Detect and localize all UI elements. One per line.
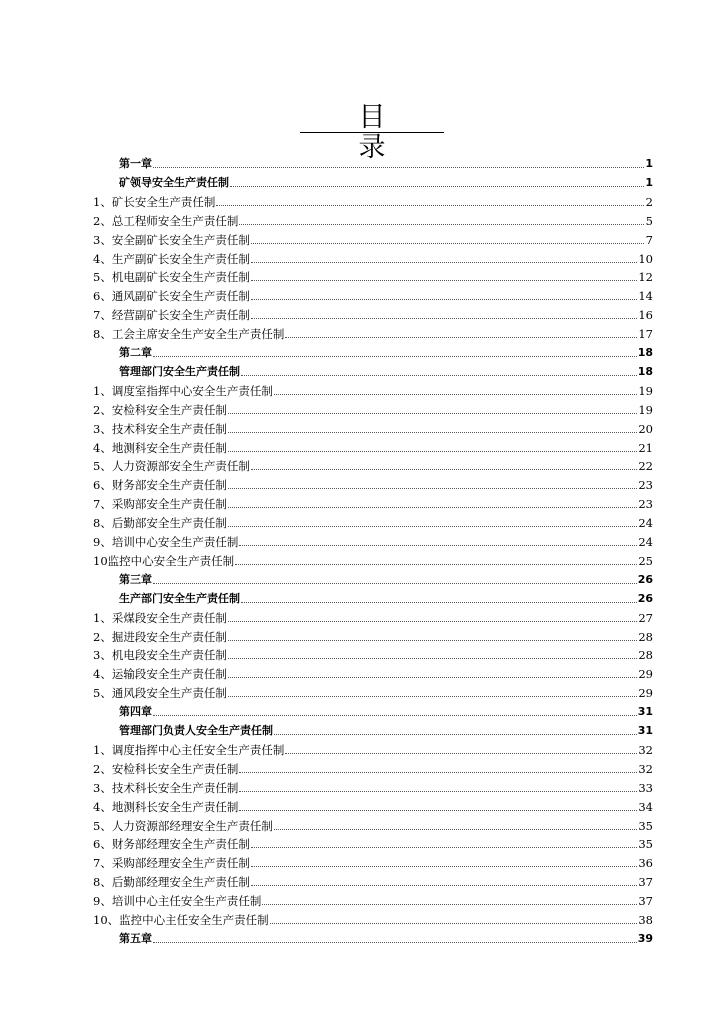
toc-entry-text: 掘进段安全生产责任制 [111, 629, 227, 644]
dot-leader [153, 166, 644, 168]
toc-entry-item[interactable] [93, 323, 653, 341]
dot-leader [228, 695, 638, 697]
toc-entry-page-number: 24 [638, 535, 653, 549]
toc-entry-item[interactable] [93, 550, 653, 568]
toc-entry-number: 2、 [93, 213, 112, 228]
dot-leader [228, 487, 638, 489]
toc-title: 目 录 [300, 103, 444, 133]
dot-leader [241, 601, 637, 603]
toc-entry-item[interactable] [93, 890, 653, 908]
toc-entry-item[interactable] [93, 758, 653, 776]
toc-entry-number: 1、 [93, 610, 112, 625]
toc-entry-item[interactable] [93, 512, 653, 530]
toc-entry-page-number: 18 [637, 364, 653, 378]
toc-entry-section[interactable] [119, 588, 653, 606]
toc-entry-number: 2、 [93, 629, 112, 644]
toc-entry-number: 1、 [93, 194, 112, 209]
toc-entry-page-number: 18 [637, 346, 653, 359]
toc-entry-page-number: 27 [638, 610, 653, 625]
toc-entry-number: 5、 [93, 686, 112, 701]
toc-entry-page-number: 36 [638, 856, 653, 871]
toc-entry-text: 财务部安全生产责任制 [111, 478, 227, 493]
toc-entry-chapter[interactable] [119, 342, 653, 360]
dot-leader [251, 468, 638, 470]
dot-leader [251, 865, 638, 867]
toc-entry-number: 3、 [93, 780, 112, 795]
toc-entry-number: 10、 [93, 913, 120, 927]
toc-entry-section[interactable] [119, 172, 653, 190]
toc-entry-item[interactable] [93, 626, 653, 644]
toc-entry-page-number: 28 [638, 629, 653, 644]
toc-entry-page-number: 16 [638, 308, 653, 323]
dot-leader [153, 941, 637, 943]
toc-entry-page-number: 19 [638, 383, 653, 398]
toc-entry-text: 技术科长安全生产责任制 [111, 780, 239, 795]
toc-entry-page-number: 17 [638, 327, 653, 342]
toc-entry-item[interactable] [93, 191, 653, 209]
toc-entry-number: 8、 [93, 516, 112, 531]
dot-leader [228, 431, 638, 433]
toc-entry-page-number: 35 [638, 837, 653, 852]
toc-entry-text: 第二章 [119, 346, 152, 359]
toc-entry-page-number: 34 [638, 799, 653, 814]
toc-entry-item[interactable] [93, 285, 653, 303]
toc-entry-text: 通风段安全生产责任制 [111, 686, 227, 701]
toc-entry-page-number: 25 [638, 553, 653, 568]
toc-entry-number: 9、 [93, 535, 112, 549]
toc-entry-page-number: 32 [638, 742, 653, 757]
toc-entry-number: 2、 [93, 761, 112, 776]
toc-entry-page-number: 39 [637, 931, 653, 945]
toc-entry-item[interactable] [93, 474, 653, 492]
dot-leader [274, 393, 638, 395]
toc-entry-page-number: 5 [645, 213, 653, 228]
dot-leader [216, 204, 644, 206]
toc-entry-item[interactable] [93, 739, 653, 757]
toc-entry-text: 监控中心安全生产责任制 [107, 553, 235, 568]
toc-entry-page-number: 33 [638, 780, 653, 795]
toc-entry-chapter[interactable] [119, 569, 653, 587]
toc-entry-text: 地测科长安全生产责任制 [111, 799, 239, 814]
toc-entry-page-number: 37 [638, 875, 653, 890]
dot-leader [251, 242, 644, 244]
dot-leader [239, 809, 637, 811]
toc-entry-page-number: 20 [638, 421, 653, 436]
toc-entry-item[interactable] [93, 777, 653, 795]
toc-entry-number: 7、 [93, 308, 112, 323]
dot-leader [228, 525, 638, 527]
toc-entry-text: 生产部门安全生产责任制 [119, 591, 240, 605]
toc-entry-number: 6、 [93, 478, 112, 493]
toc-entry-page-number: 29 [638, 667, 653, 682]
toc-entry-number: 8、 [93, 875, 112, 890]
toc-entry-page-number: 31 [637, 724, 653, 737]
toc-entry-page-number: 26 [637, 572, 653, 586]
toc-entry-number: 10 [93, 553, 108, 568]
toc-entry-page-number: 12 [638, 270, 653, 285]
toc-entry-text: 机电副矿长安全生产责任制 [111, 270, 250, 285]
toc-entry-text: 第四章 [119, 705, 152, 719]
dot-leader [228, 676, 638, 678]
toc-entry-page-number: 32 [638, 761, 653, 776]
toc-entry-chapter[interactable] [119, 928, 653, 946]
dot-leader [274, 733, 637, 735]
toc-entry-item[interactable] [93, 399, 653, 417]
toc-entry-text: 矿长安全生产责任制 [111, 194, 216, 209]
toc-entry-text: 调度室指挥中心安全生产责任制 [111, 383, 273, 398]
toc-entry-number: 3、 [93, 648, 112, 663]
dot-leader [235, 563, 637, 565]
toc-entry-text: 运输段安全生产责任制 [111, 667, 227, 682]
toc-entry-item[interactable] [93, 266, 653, 284]
toc-entry-number: 7、 [93, 856, 112, 871]
dot-leader [239, 771, 637, 773]
toc-entry-text: 采购部经理安全生产责任制 [111, 856, 250, 871]
dot-leader [228, 620, 638, 622]
toc-entry-text: 第五章 [119, 931, 152, 945]
toc-entry-text: 技术科安全生产责任制 [111, 421, 227, 436]
dot-leader [228, 506, 638, 508]
toc-entry-page-number: 29 [638, 686, 653, 701]
toc-entry-text: 总工程师安全生产责任制 [111, 213, 239, 228]
dot-leader [228, 657, 638, 659]
toc-entry-number: 5、 [93, 270, 112, 285]
toc-entry-item[interactable] [93, 833, 653, 851]
toc-entry-text: 管理部门负责人安全生产责任制 [119, 724, 273, 737]
dot-leader [251, 846, 638, 848]
dot-leader [153, 355, 637, 357]
toc-entry-page-number: 14 [638, 289, 653, 304]
toc-entry-section[interactable] [119, 361, 653, 379]
toc-entry-text: 矿领导安全生产责任制 [119, 175, 229, 189]
toc-entry-text: 生产副矿长安全生产责任制 [111, 251, 250, 266]
dot-leader [251, 261, 638, 263]
toc-entry-page-number: 19 [638, 402, 653, 417]
toc-entry-text: 后勤部安全生产责任制 [111, 516, 227, 531]
dot-leader [251, 884, 638, 886]
toc-entry-text: 经营副矿长安全生产责任制 [111, 308, 250, 323]
toc-entry-number: 7、 [93, 497, 112, 512]
toc-entry-number: 6、 [93, 289, 112, 304]
toc-entry-text: 调度指挥中心主任安全生产责任制 [111, 742, 285, 757]
toc-entry-item[interactable] [93, 909, 653, 927]
dot-leader [251, 317, 638, 319]
dot-leader [285, 336, 637, 338]
dot-leader [241, 374, 637, 376]
dot-leader [239, 790, 637, 792]
dot-leader [228, 450, 638, 452]
dot-leader [285, 752, 637, 754]
toc-entry-number: 4、 [93, 440, 112, 455]
toc-entry-page-number: 21 [638, 440, 653, 455]
toc-entry-text: 第一章 [119, 157, 152, 170]
toc-entry-number: 2、 [93, 402, 112, 417]
toc-entry-page-number: 37 [638, 894, 653, 909]
toc-entry-number: 1、 [93, 383, 112, 398]
dot-leader [251, 279, 638, 281]
toc-entry-chapter[interactable] [119, 701, 653, 719]
toc-entry-text: 第三章 [119, 572, 152, 586]
toc-entry-text: 后勤部经理安全生产责任制 [111, 875, 250, 890]
toc-entry-number: 4、 [93, 251, 112, 266]
toc-entry-item[interactable] [93, 418, 653, 436]
toc-entry-number: 6、 [93, 837, 112, 852]
dot-leader [239, 544, 637, 546]
toc-entry-text: 通风副矿长安全生产责任制 [111, 289, 250, 304]
toc-entry-text: 人力资源部经理安全生产责任制 [111, 818, 273, 833]
dot-leader [230, 185, 644, 187]
toc-entry-page-number: 1 [645, 157, 653, 170]
toc-entry-page-number: 26 [637, 591, 653, 605]
toc-entry-item[interactable] [93, 644, 653, 662]
toc-entry-item[interactable] [93, 531, 653, 549]
toc-entry-page-number: 35 [638, 818, 653, 833]
toc-entry-page-number: 1 [645, 175, 653, 189]
toc-entry-page-number: 23 [638, 497, 653, 512]
toc-entry-number: 5、 [93, 459, 112, 474]
toc-entry-text: 采煤段安全生产责任制 [111, 610, 227, 625]
toc-entry-text: 管理部门安全生产责任制 [119, 364, 240, 378]
toc-entry-page-number: 7 [645, 232, 653, 247]
toc-entry-item[interactable] [93, 380, 653, 398]
toc-entry-item[interactable] [93, 248, 653, 266]
toc-entry-item[interactable] [93, 815, 653, 833]
toc-entry-text: 培训中心安全生产责任制 [111, 535, 239, 549]
toc-entry-item[interactable] [93, 871, 653, 889]
dot-leader [274, 828, 638, 830]
dot-leader [270, 922, 638, 924]
toc-entry-number: 4、 [93, 799, 112, 814]
toc-entry-number: 3、 [93, 232, 112, 247]
dot-leader [228, 412, 638, 414]
toc-entry-text: 监控中心主任安全生产责任制 [119, 913, 269, 927]
toc-entry-page-number: 24 [638, 516, 653, 531]
toc-entry-text: 地测科安全生产责任制 [111, 440, 227, 455]
toc-entry-item[interactable] [93, 455, 653, 473]
toc-entry-item[interactable] [93, 607, 653, 625]
toc-entry-page-number: 22 [638, 459, 653, 474]
toc-entry-text: 机电段安全生产责任制 [111, 648, 227, 663]
toc-entry-section[interactable] [119, 720, 653, 738]
toc-entry-item[interactable] [93, 852, 653, 870]
toc-entry-text: 采购部安全生产责任制 [111, 497, 227, 512]
toc-entry-item[interactable] [93, 493, 653, 511]
toc-entry-page-number: 23 [638, 478, 653, 493]
toc-entry-item[interactable] [93, 229, 653, 247]
toc-entry-number: 8、 [93, 327, 112, 342]
toc-entry-chapter[interactable] [119, 153, 653, 171]
toc-entry-page-number: 38 [638, 913, 653, 927]
dot-leader [153, 582, 637, 584]
toc-entry-text: 安检科长安全生产责任制 [111, 761, 239, 776]
toc-entry-text: 财务部经理安全生产责任制 [111, 837, 250, 852]
toc-entry-number: 3、 [93, 421, 112, 436]
toc-entry-number: 5、 [93, 818, 112, 833]
toc-entry-number: 4、 [93, 667, 112, 682]
toc-entry-text: 培训中心主任安全生产责任制 [111, 894, 262, 909]
toc-entry-item[interactable] [93, 304, 653, 322]
toc-entry-text: 人力资源部安全生产责任制 [111, 459, 250, 474]
dot-leader [239, 223, 644, 225]
toc-entry-item[interactable] [93, 437, 653, 455]
dot-leader [251, 298, 638, 300]
toc-entry-number: 1、 [93, 742, 112, 757]
toc-entry-item[interactable] [93, 210, 653, 228]
dot-leader [228, 639, 638, 641]
dot-leader [262, 903, 637, 905]
toc-entry-page-number: 28 [638, 648, 653, 663]
toc-entry-text: 工会主席安全生产安全生产责任制 [111, 327, 285, 342]
toc-entry-page-number: 10 [638, 251, 653, 266]
toc-entry-item[interactable] [93, 796, 653, 814]
toc-entry-text: 安全副矿长安全生产责任制 [111, 232, 250, 247]
toc-entry-page-number: 2 [645, 194, 653, 209]
dot-leader [153, 714, 637, 716]
toc-entry-item[interactable] [93, 663, 653, 681]
toc-entry-item[interactable] [93, 682, 653, 700]
toc-entry-number: 9、 [93, 894, 112, 909]
toc-entry-page-number: 31 [637, 705, 653, 719]
toc-entry-text: 安检科安全生产责任制 [111, 402, 227, 417]
